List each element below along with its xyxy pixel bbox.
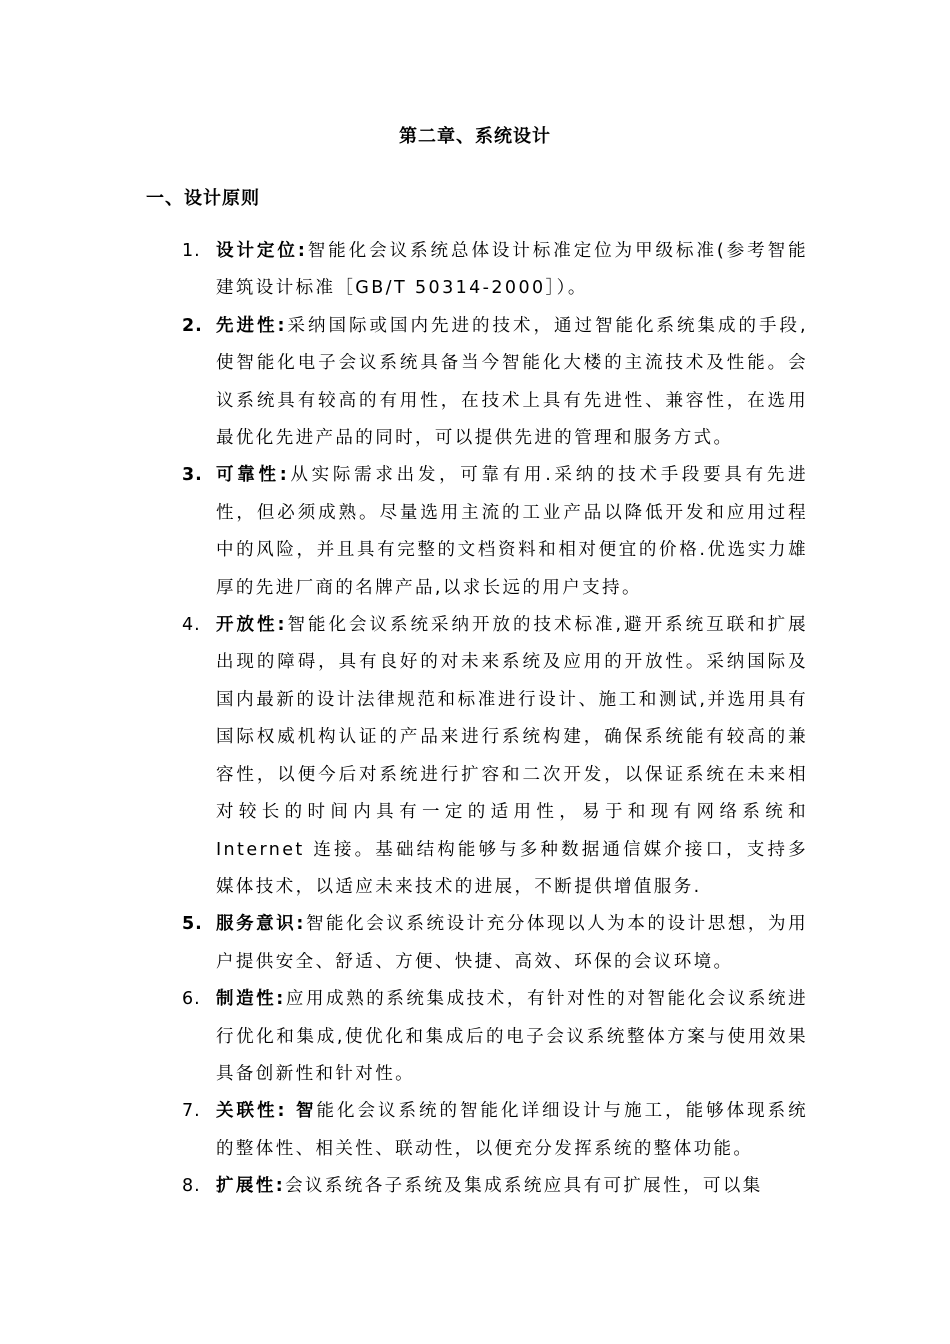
- item-separator: :: [297, 241, 308, 261]
- item-separator: :: [275, 1176, 286, 1197]
- item-separator: :: [277, 315, 287, 336]
- item-number: 1.: [182, 241, 201, 261]
- item-text: 采纳国际或国内先进的技术，通过智能化系统集成的手段,使智能化电子会议系统具备当今智能化大楼的主流技术及性能。会议系统具有较高的有用性，在技术上具有先进性、兼容性，在选用最优化先进产品的同时，可以提供先进的管理和服务方式。: [216, 315, 809, 449]
- item-separator: :: [277, 615, 287, 636]
- item-text: 智能化会议系统总体设计标准定位为甲级标准(参考智能建筑设计标准［GB/T 50314-2000］）。: [216, 241, 808, 299]
- item-text: 从实际需求出发，可靠有用.采纳的技术手段要具有先进性，但必须成熟。尽量选用主流的工业产品以降低开发和应用过程中的风险，并且具有完整的文档资料和相对便宜的价格.优选实力雄厚的先进厂商的名牌产品,以求长远的用户支持。: [216, 465, 808, 598]
- section-heading: 一、设计原则: [146, 188, 260, 209]
- list-item-openness: [180, 607, 808, 906]
- item-term: 关联性: [216, 1101, 278, 1122]
- item-term: 制造性: [216, 989, 277, 1010]
- item-separator: : 智: [277, 1101, 317, 1122]
- item-separator: :: [276, 989, 286, 1010]
- list-item-manufacturability: [180, 981, 808, 1093]
- list-item-scalability: [180, 1168, 808, 1205]
- item-number: 5.: [182, 914, 203, 935]
- item-term: 设计定位: [216, 241, 298, 261]
- item-separator: :: [279, 465, 290, 486]
- item-number: 7.: [182, 1101, 201, 1122]
- item-number: 2.: [182, 315, 203, 336]
- item-text: 会议系统各子系统及集成系统应具有可扩展性，可以集: [285, 1176, 763, 1197]
- item-term: 先进性: [216, 315, 278, 336]
- item-term: 可靠性: [216, 465, 280, 486]
- item-term: 服务意识: [216, 914, 297, 935]
- item-text: 应用成熟的系统集成技术，有针对性的对智能化会议系统进行优化和集成,使优化和集成后的电子会议系统整体方案与使用效果具备创新性和针对性。: [216, 989, 809, 1084]
- item-number: 3.: [182, 465, 203, 486]
- item-number: 8.: [182, 1176, 201, 1197]
- list-item-advancement: [180, 308, 808, 458]
- item-number: 6.: [182, 989, 201, 1010]
- item-number: 4.: [182, 615, 201, 636]
- item-text: 能化会议系统的智能化详细设计与施工，能够体现系统的整体性、相关性、联动性，以便充分发挥系统的整体功能。: [216, 1101, 808, 1159]
- list-item-service-awareness: [180, 906, 808, 981]
- item-separator: :: [296, 914, 306, 935]
- list-item-design-positioning: [180, 233, 808, 308]
- list-item-relevance: [180, 1093, 808, 1168]
- item-text: 智能化会议系统设计充分体现以人为本的设计思想，为用户提供安全、舒适、方便、快捷、高效、环保的会议环境。: [216, 914, 808, 972]
- item-term: 扩展性: [216, 1176, 276, 1197]
- item-text: 智能化会议系统采纳开放的技术标准,避开系统互联和扩展出现的障碍，具有良好的对未来系统及应用的开放性。采纳国际及国内最新的设计法律规范和标准进行设计、施工和测试,并选用具有国际权威机构认证的产品来进行系统构建，确保系统能有较高的兼容性，以便今后对系统进行扩容和二次开发，以保证系统在未来相对较长的时间内具有一定的适用性，易于和现有网络系统和 Internet 连接。基础结构能够与多种数据通信媒介接口，支持多媒体技术，以适应未来技术的进展，不断提供增值服务.: [216, 615, 809, 897]
- list-item-reliability: [180, 457, 808, 607]
- chapter-title: 第二章、系统设计: [399, 126, 551, 147]
- item-term: 开放性: [216, 615, 278, 636]
- design-principles-list: [180, 233, 808, 1206]
